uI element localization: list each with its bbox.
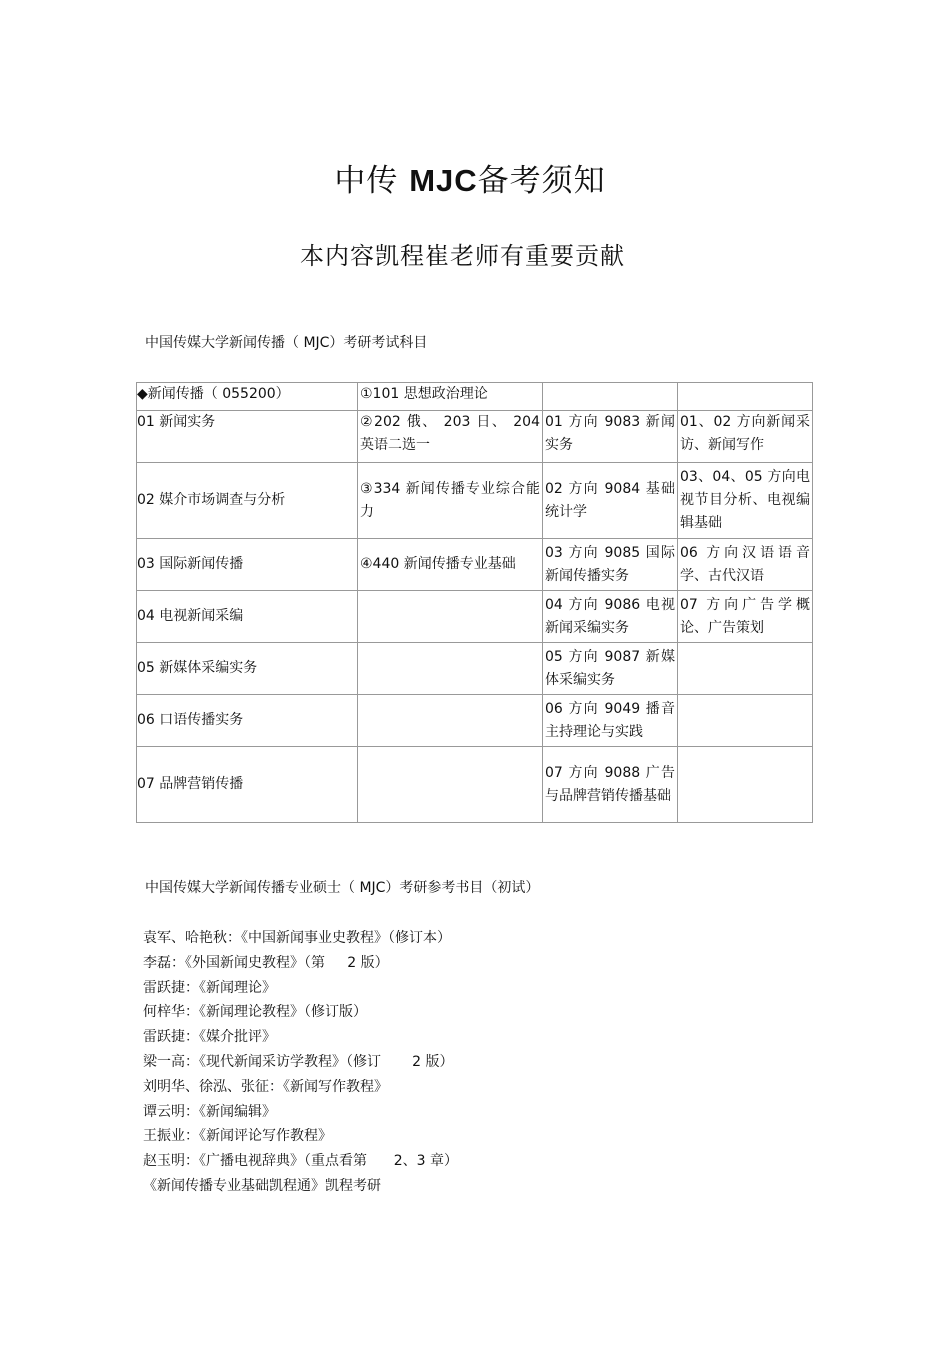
table-row xyxy=(137,411,813,463)
table-cell xyxy=(358,695,543,747)
table-cell: ④440 新闻传播专业基础 xyxy=(358,539,543,591)
table-cell: 01 方向 9083 新闻实务 xyxy=(543,411,678,463)
table-cell xyxy=(543,383,678,411)
table-cell: ③334 新闻传播专业综合能力 xyxy=(358,463,543,539)
reference-book-list xyxy=(143,926,458,1199)
table-row xyxy=(137,695,813,747)
table-cell xyxy=(358,643,543,695)
table-cell: 06 方向 9049 播音主持理论与实践 xyxy=(543,695,678,747)
table-row xyxy=(137,747,813,823)
table-cell: 05 新媒体采编实务 xyxy=(137,643,358,695)
table-cell: 03、04、05 方向电视节目分析、电视编辑基础 xyxy=(678,463,813,539)
table-cell: 06 口语传播实务 xyxy=(137,695,358,747)
table-cell: ①101 思想政治理论 xyxy=(358,383,543,411)
table-cell: 04 电视新闻采编 xyxy=(137,591,358,643)
table-cell xyxy=(358,591,543,643)
list-item: 李磊：《外国新闻史教程》（第 2 版） xyxy=(143,954,389,971)
list-item: 雷跃捷：《新闻理论》 xyxy=(143,979,276,996)
exam-subjects-table xyxy=(136,382,813,823)
table-row xyxy=(137,463,813,539)
table-cell xyxy=(678,695,813,747)
list-item: 谭云明：《新闻编辑》 xyxy=(143,1103,276,1120)
document-subtitle: 本内容凯程崔老师有重要贡献 xyxy=(300,242,625,270)
table-cell: ②202 俄、 203 日、 204 英语二选一 xyxy=(358,411,543,463)
list-item: 雷跃捷：《媒介批评》 xyxy=(143,1029,276,1046)
table-row xyxy=(137,383,813,411)
table-cell xyxy=(358,747,543,823)
list-item: 袁军、哈艳秋：《中国新闻事业史教程》（修订本） xyxy=(143,930,451,946)
list-item: 《新闻传播专业基础凯程通》凯程考研 xyxy=(143,1177,381,1194)
document-title xyxy=(0,155,940,200)
section-heading-reference-books: 中国传媒大学新闻传播专业硕士（ MJC）考研参考书目（初试） xyxy=(145,880,540,896)
table-cell xyxy=(678,383,813,411)
list-item: 刘明华、徐泓、张征：《新闻写作教程》 xyxy=(143,1078,388,1095)
table-cell: 06 方向汉语语音学、古代汉语 xyxy=(678,539,813,591)
title-pre: 中传 xyxy=(334,163,410,199)
table-cell: 07 品牌营销传播 xyxy=(137,747,358,823)
table-cell: 07 方向广告学概论、广告策划 xyxy=(678,591,813,643)
table-cell: 03 方向 9085 国际新闻传播实务 xyxy=(543,539,678,591)
table-cell: 02 方向 9084 基础统计学 xyxy=(543,463,678,539)
table-cell: ◆新闻传播（ 055200） xyxy=(137,383,358,411)
list-item: 何梓华：《新闻理论教程》（修订版） xyxy=(143,1004,367,1021)
title-bold: MJC xyxy=(409,163,478,198)
table-cell: 02 媒介市场调查与分析 xyxy=(137,463,358,539)
table-cell: 03 国际新闻传播 xyxy=(137,539,358,591)
table-cell: 01、02 方向新闻采访、新闻写作 xyxy=(678,411,813,463)
table-cell xyxy=(678,643,813,695)
table-cell: 05 方向 9087 新媒体采编实务 xyxy=(543,643,678,695)
list-item: 赵玉明：《广播电视辞典》（重点看第 2、3 章） xyxy=(143,1153,458,1170)
table-cell: 07 方向 9088 广告与品牌营销传播基础 xyxy=(543,747,678,823)
table-cell: 04 方向 9086 电视新闻采编实务 xyxy=(543,591,678,643)
list-item: 王振业：《新闻评论写作教程》 xyxy=(143,1128,332,1145)
table-cell: 01 新闻实务 xyxy=(137,411,358,463)
table-row xyxy=(137,643,813,695)
list-item: 梁一高：《现代新闻采访学教程》（修订 2 版） xyxy=(143,1053,454,1070)
table-row xyxy=(137,591,813,643)
table-row xyxy=(137,539,813,591)
table-cell xyxy=(678,747,813,823)
section-heading-exam-subjects: 中国传媒大学新闻传播（ MJC）考研考试科目 xyxy=(145,335,428,351)
table-body xyxy=(137,383,813,823)
title-post: 备考须知 xyxy=(477,163,606,199)
